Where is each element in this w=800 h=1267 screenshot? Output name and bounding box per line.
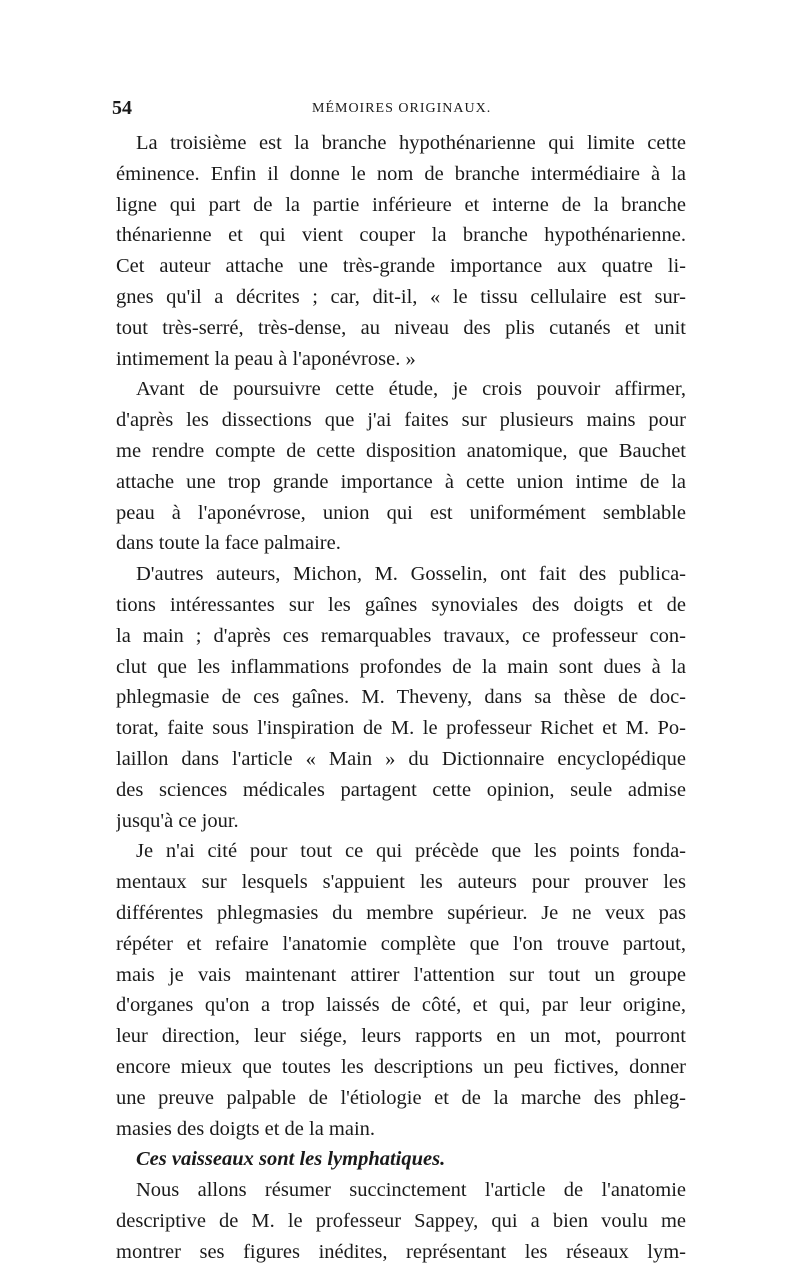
page-header <box>112 97 686 123</box>
text-line: Avant de poursuivre cette étude, je crois pouvoir affirmer, <box>136 378 686 401</box>
body-text <box>116 128 686 1267</box>
text-line: thénarienne et qui vient couper la branche hypothénarienne. <box>116 224 686 247</box>
text-line: dans toute la face palmaire. <box>116 532 341 555</box>
text-line: laillon dans l'article « Main » du Dictionnaire encyclopédique <box>116 747 686 770</box>
text-line: tout très-serré, très-dense, au niveau des plis cutanés et unit <box>116 316 686 339</box>
running-title: MÉMOIRES ORIGINAUX. <box>312 101 492 116</box>
text-line: différentes phlegmasies du membre supérieur. Je ne veux pas <box>116 901 686 924</box>
text-line: me rendre compte de cette disposition anatomique, que Bauchet <box>116 439 686 462</box>
text-line: Cet auteur attache une très-grande importance aux quatre li- <box>116 255 686 278</box>
text-line: Nous allons résumer succinctement l'article de l'anatomie <box>136 1179 686 1202</box>
text-line: descriptive de M. le professeur Sappey, qui a bien voulu me <box>116 1209 686 1232</box>
text-line: attache une trop grande importance à cette union intime de la <box>116 470 686 493</box>
text-line: ligne qui part de la partie inférieure et interne de la branche <box>116 193 686 216</box>
text-line: clut que les inflammations profondes de la main sont dues à la <box>116 655 686 678</box>
text-line: éminence. Enfin il donne le nom de branche intermédiaire à la <box>116 162 686 185</box>
text-line: répéter et refaire l'anatomie complète que l'on trouve partout, <box>116 932 686 955</box>
text-line: encore mieux que toutes les descriptions un peu fictives, donner <box>116 1055 686 1078</box>
text-line: montrer ses figures inédites, représentant les réseaux lym- <box>116 1240 686 1263</box>
text-line: mais je vais maintenant attirer l'attention sur tout un groupe <box>116 963 686 986</box>
text-line: mentaux sur lesquels s'appuient les auteurs pour prouver les <box>116 871 686 894</box>
section-caption: Ces vaisseaux sont les lymphatiques. <box>136 1148 446 1171</box>
text-line: D'autres auteurs, Michon, M. Gosselin, ont fait des publica- <box>136 563 686 586</box>
text-line: d'après les dissections que j'ai faites sur plusieurs mains pour <box>116 409 686 432</box>
text-line: phlegmasie de ces gaînes. M. Theveny, dans sa thèse de doc- <box>116 686 686 709</box>
text-line: tions intéressantes sur les gaînes synoviales des doigts et de <box>116 593 686 616</box>
text-line: des sciences médicales partagent cette opinion, seule admise <box>116 778 686 801</box>
text-line: masies des doigts et de la main. <box>116 1117 376 1140</box>
text-line: jusqu'à ce jour. <box>116 809 239 832</box>
text-line: une preuve palpable de l'étiologie et de la marche des phleg- <box>116 1086 686 1109</box>
text-line: d'organes qu'on a trop laissés de côté, et qui, par leur origine, <box>116 994 686 1017</box>
text-line: gnes qu'il a décrites ; car, dit-il, « le tissu cellulaire est sur- <box>116 285 686 308</box>
page-number: 54 <box>112 97 132 119</box>
text-line: peau à l'aponévrose, union qui est uniformément semblable <box>116 501 686 524</box>
text-line: la main ; d'après ces remarquables travaux, ce professeur con- <box>116 624 686 647</box>
text-line: Je n'ai cité pour tout ce qui précède que les points fonda- <box>136 840 686 863</box>
text-line: intimement la peau à l'aponévrose. » <box>116 347 416 370</box>
text-line: La troisième est la branche hypothénarienne qui limite cette <box>136 132 686 154</box>
text-line: torat, faite sous l'inspiration de M. le professeur Richet et M. Po- <box>116 717 686 740</box>
text-line: leur direction, leur siége, leurs rapports en un mot, pourront <box>116 1025 686 1048</box>
